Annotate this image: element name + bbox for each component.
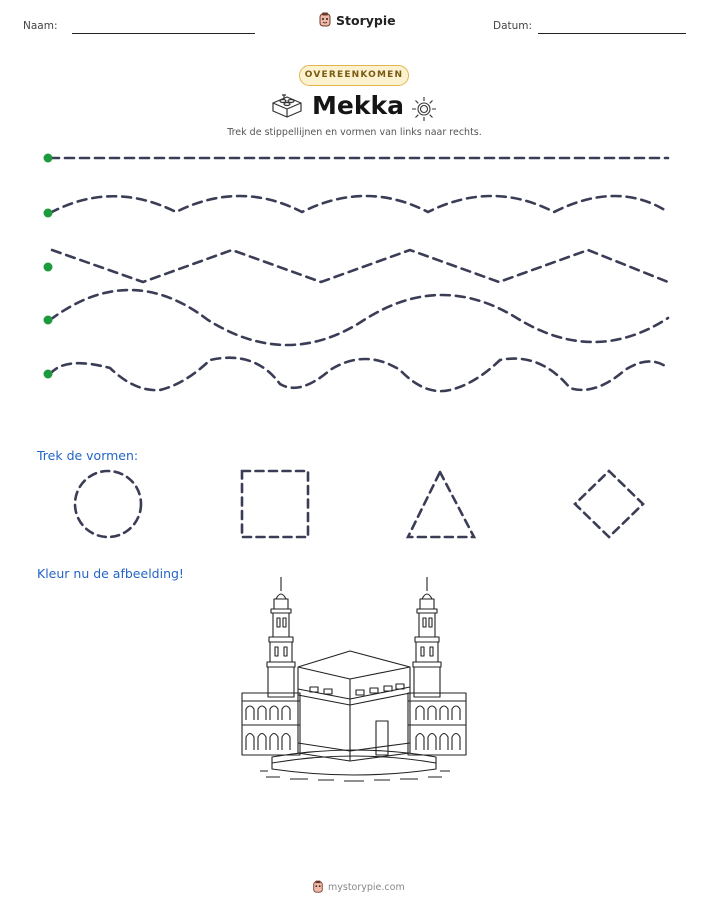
trace-line-zigzag	[52, 250, 668, 282]
trace-diamond	[575, 471, 643, 537]
instructions: Trek de stippellijnen en vormen van links naar rechts.	[227, 127, 482, 138]
tracing-lines	[0, 0, 709, 400]
start-dot-5	[44, 370, 53, 379]
date-label: Datum:	[493, 20, 533, 32]
page-title: Mekka	[312, 91, 404, 120]
start-dot-1	[44, 154, 53, 163]
kaaba-icon	[238, 575, 470, 785]
storypie-mascot-icon	[312, 880, 324, 894]
coloring-label: Kleur nu de afbeelding!	[37, 566, 184, 581]
trace-triangle	[408, 472, 474, 537]
trace-square	[242, 471, 308, 537]
start-dot-2	[44, 209, 53, 218]
footer-site: mystorypie.com	[328, 881, 405, 893]
start-dot-3	[44, 263, 53, 272]
start-dot-4	[44, 316, 53, 325]
trace-line-wave-2	[50, 290, 668, 345]
footer	[312, 880, 405, 894]
trace-line-wave-1	[50, 196, 668, 213]
category-badge: OVEREENKOMEN	[299, 65, 409, 86]
brand-name: Storypie	[336, 12, 396, 28]
tracing-shapes	[0, 460, 709, 550]
name-label: Naam:	[23, 20, 58, 32]
shapes-label: Trek de vormen:	[37, 448, 139, 463]
trace-circle	[75, 471, 141, 537]
trace-line-wave-3	[50, 358, 668, 391]
